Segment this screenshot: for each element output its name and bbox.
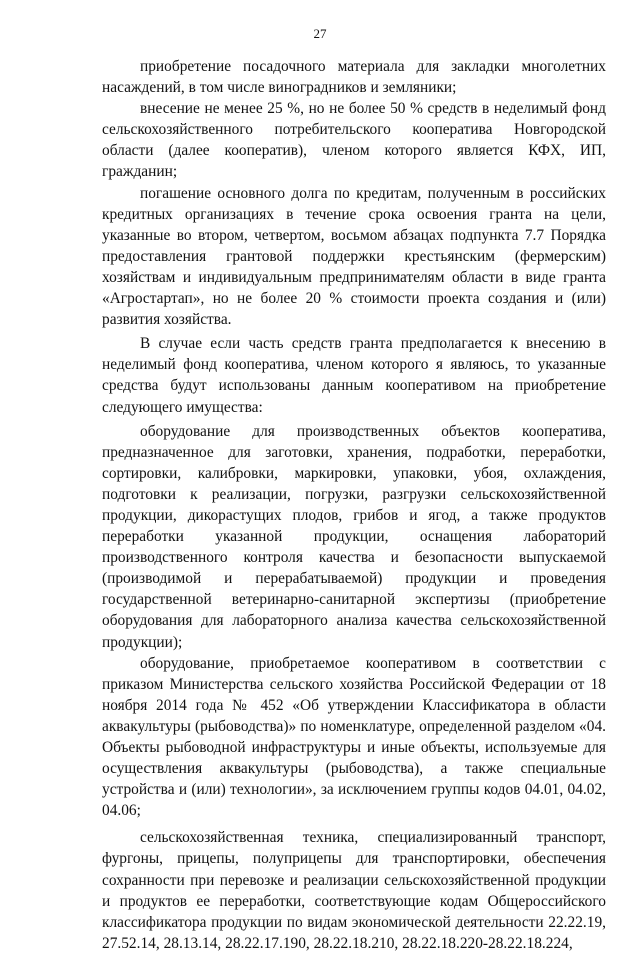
paragraph-equipment-production: оборудование для производственных объектов кооператива, предназначенное для заготовки, хранения, подработки, переработки, сортировки, калибровки, маркировки, упаковки, убоя, охлаждения, подготовки к реализации, погрузки, разгрузки сельскохозяйственной продукции, дикорастущих плодов, грибов и ягод, а также продуктов переработки указанной продукции, оснащения лабораторий производственного контроля качества и безопасности выпускаемой (производимой и перерабатываемой) продукции и проведения государственной ветеринарно-санитарной экспертизы (приобретение оборудования для лабораторного анализа качества сельскохозяйственной продукции); — [102, 422, 606, 651]
paragraph-cooperative-fund: внесение не менее 25 %, но не более 50 % средств в неделимый фонд сельскохозяйственного потребительского кооператива Новгородской области (далее кооператив), членом которого является КФХ, ИП, гражданин; — [102, 100, 606, 181]
paragraph-planting-material: приобретение посадочного материала для закладки многолетних насаждений, в том числе виноградников и земляники; — [102, 58, 606, 97]
paragraph-agricultural-machinery: сельскохозяйственная техника, специализированный транспорт, фургоны, прицепы, полуприцепы для транспортировки, обеспечения сохранности при перевозке и реализации сельскохозяйственной продукции и продуктов ее переработки, соответствующие кодам Общероссийского классификатора продукции по видам экономической деятельности 22.22.19, 27.52.14, 28.13.14, 28.22.17.190, 28.22.18.210, 28.22.18.220-28.22.18.224, — [102, 829, 606, 952]
page-number: 27 — [313, 26, 327, 41]
paragraph-equipment-aquaculture: оборудование, приобретаемое кооперативом в соответствии с приказом Министерства сельского хозяйства Российской Федерации от 18 ноября 2014 года № 452 «Об утверждении Классификатора в области аквакультуры (рыбоводства)» по номенклатуре, определенной разделом «04. Объекты рыбоводной инфраструктуры и иные объекты, используемые для осуществления аквакультуры (рыбоводства), а также специальные устройства и (или) технологии», за исключением группы кодов 04.01, 04.02, 04.06; — [102, 654, 606, 820]
paragraph-loan-repayment: погашение основного долга по кредитам, полученным в российских кредитных организациях в течение срока освоения гранта на цели, указанные во втором, четвертом, восьмом абзацах подпункта 7.7 Порядка предоставления грантовой поддержки крестьянским (фермерским) хозяйствам и индивидуальным предпринимателям области в виде гранта «Агростартап», но не более 20 % стоимости проекта создания и (или) развития хозяйства. — [102, 184, 606, 329]
paragraph-grant-usage: В случае если часть средств гранта предполагается к внесению в неделимый фонд кооператива, членом которого я являюсь, то указанные средства будут использованы данным кооперативом на приобретение следующего имущества: — [102, 335, 606, 416]
document-body — [102, 56, 606, 954]
